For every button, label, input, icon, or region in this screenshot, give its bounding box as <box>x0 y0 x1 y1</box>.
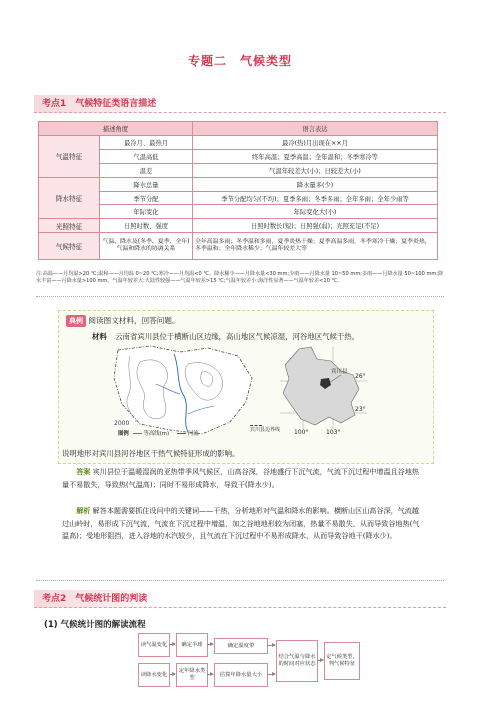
flow-heading: (1) 气候统计图的解读流程 <box>44 620 146 630</box>
expression-cell: 日照时数长(短)；日照强(弱)；光照充足(不足) <box>193 219 438 233</box>
table-header: 语言表达 <box>193 122 438 136</box>
aspect-cell: 季节分配 <box>100 191 193 205</box>
table-row <box>39 136 438 150</box>
page-title: 专题二 气候类型 <box>187 54 292 68</box>
binchuan-topo-map <box>110 344 260 440</box>
arrow <box>267 645 275 646</box>
question: 说明地形对宾川县河谷地区干热气候特征形成的影响。 <box>62 449 240 458</box>
table-row <box>39 233 438 260</box>
county-name: 宾川县 <box>331 369 348 375</box>
legend-river: 河流 <box>187 431 199 437</box>
lat-label: 26° <box>355 373 366 380</box>
lon-label: 100° <box>294 429 309 435</box>
yunnan-locator-map <box>275 345 370 435</box>
lat-label: 23° <box>355 406 366 413</box>
boundary-legend-icon <box>250 425 262 426</box>
expression-cell: 全年高温多雨；冬季温和多雨，夏季炎热干燥；夏季高温多雨，冬季寒冷干燥；夏季炎热，冬季温和；全年降水稀少；气温年较差大等 <box>193 233 438 260</box>
category-cell: 降水特征 <box>39 177 100 219</box>
flow-box: 确定半球 <box>176 633 208 657</box>
flow-box: 估算年降水量大小 <box>214 663 268 687</box>
expression-cell: 终年高温；夏季高温；全年温和；冬季寒冷等 <box>193 149 438 163</box>
arrow <box>267 674 275 675</box>
table-row <box>39 177 438 191</box>
river-legend-icon <box>177 433 186 434</box>
section-label: 考点2 气候统计图的判读 <box>34 590 155 608</box>
table-header: 描述角度 <box>39 122 193 136</box>
legend-contour: 等高线(m) <box>143 431 170 437</box>
aspect-cell: 年际变化 <box>100 205 193 219</box>
category-cell: 气候特征 <box>39 233 100 260</box>
aspect-cell: 最冷月、最热月 <box>100 136 193 150</box>
expression-cell: 季节分配均匀(不均)；夏季多雨；冬季多雨；全年多雨；全年少雨等 <box>193 191 438 205</box>
contour-value: 2000 <box>114 420 130 427</box>
example-tag: 典例 <box>66 315 86 327</box>
section-header-2 <box>34 590 446 608</box>
flow-box: 定气候类型，判气候特征 <box>324 642 360 680</box>
material-line <box>92 331 359 342</box>
table-note: 注:高温——月均温>20 ℃;温和——月均温 0~20 ℃;寒冷——月均温<0 ℃。降水稀少——月降水量<30 mm;少雨——月降水量 10~50 mm;多雨——月降水量 50~100 mm;降水丰富——月降水量>100 mm。气温年较差大:大陆性较强——气温年较差>15 ℃;气温年较差小:海洋性显著——气温年较差<10 ℃。 <box>36 271 444 285</box>
example-intro-line <box>66 315 180 327</box>
legend-label: 图例 <box>118 431 129 437</box>
category-cell: 气温特征 <box>39 136 100 178</box>
lon-label: 103° <box>326 429 341 435</box>
expression-cell: 最冷(热)月出现在××月 <box>193 136 438 150</box>
climate-feature-table <box>38 121 438 260</box>
divider <box>36 296 444 297</box>
section-header-1 <box>34 95 446 113</box>
answer-label: 答案 <box>76 467 91 476</box>
section-label: 考点1 气候特征类语言描述 <box>34 95 164 113</box>
arrow <box>207 674 213 675</box>
legend-boundary-text: 宾川县边界线 <box>250 427 281 433</box>
arrow <box>169 674 175 675</box>
arrow <box>207 644 213 645</box>
aspect-cell: 日照时数、强度 <box>100 219 193 233</box>
analysis-block <box>62 505 424 543</box>
arrow <box>317 660 323 661</box>
contour-legend-icon <box>133 433 142 434</box>
arrow <box>169 644 175 645</box>
example-intro: 阅读图文材料，回答问题。 <box>88 316 180 325</box>
answer-block <box>62 466 424 491</box>
flow-box: 读气温变化 <box>138 633 170 657</box>
map-legend <box>118 429 199 437</box>
table-row <box>39 219 438 233</box>
answer-text: 宾川县位于温暖湿润的亚热带季风气候区，山高谷深，谷地盛行下沉气流，气流下沉过程中增温且谷地热量不易散失，导致热(气温高)；同时不易形成降水，导致干(降水少)。 <box>62 467 419 489</box>
aspect-cell: 气温、降水及(冬季、夏季、全年)气温和降水的协调关系 <box>100 233 193 260</box>
analysis-label: 解析 <box>76 506 91 515</box>
flow-box: 定年降水类型 <box>176 663 208 687</box>
flow-box: 确定温度带 <box>214 638 268 654</box>
province-outline <box>283 347 359 425</box>
aspect-cell: 降水总量 <box>100 177 193 191</box>
aspect-cell: 气温高低 <box>100 149 193 163</box>
aspect-cell: 温差 <box>100 163 193 177</box>
expression-cell: 年际变化大(小) <box>193 205 438 219</box>
category-cell: 光照特征 <box>39 219 100 233</box>
flow-box: 读降水变化 <box>138 663 170 687</box>
analysis-text: 解答本题需要抓住设问中的关键词——干热，分析地形对气温和降水的影响。横断山区山高谷深，气流越过山岭时，易形成下沉气流，气流在下沉过程中增温，加之谷地地形较为闭塞，热量不易散失，从而导致谷地热(气温高)；受地形阻挡，进入谷地的水汽较少，且气流在下沉过程中不易形成降水，从而导致谷地干(降水少)。 <box>62 506 420 540</box>
material-label: 材料 <box>92 332 107 341</box>
expression-cell: 降水量多(少) <box>193 177 438 191</box>
table-header-row <box>39 122 438 136</box>
flow-box: 结合气温与降水的时间对应状态 <box>276 640 318 682</box>
divider <box>36 580 444 581</box>
expression-cell: 气温年较差大(小)；日较差大(小) <box>193 163 438 177</box>
material-text: 云南省宾川县位于横断山区边缘，高山地区气候凉湿，河谷地区气候干热。 <box>115 332 360 341</box>
